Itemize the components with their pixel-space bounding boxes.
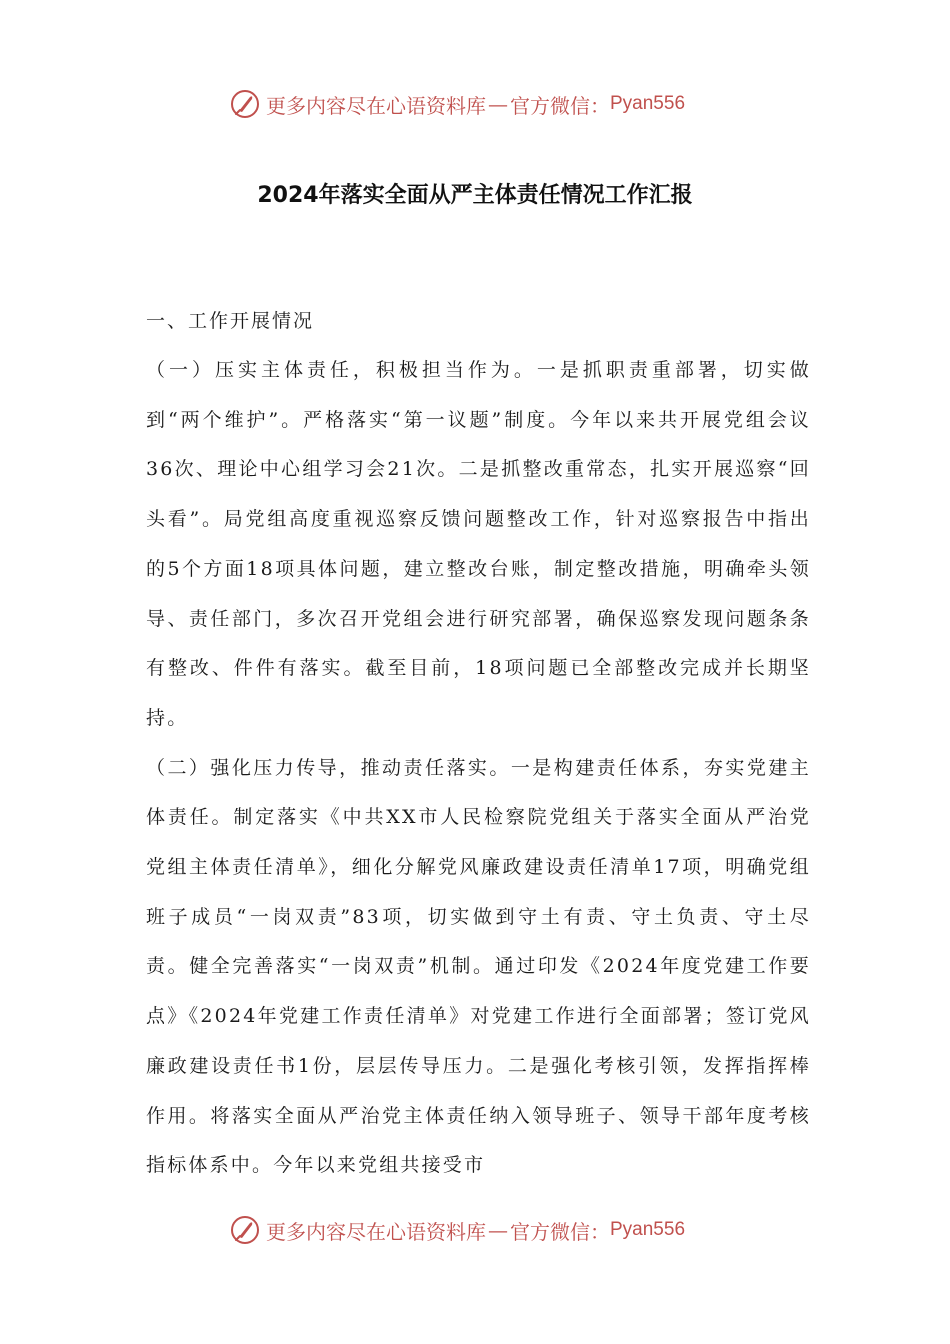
watermark-brand: 更多内容尽在心语资料库: [266, 1219, 486, 1244]
watermark-separator: —: [488, 92, 508, 116]
watermark-id: Pyan556: [610, 1219, 686, 1240]
watermark-separator: —: [488, 1218, 508, 1242]
watermark-brand: 更多内容尽在心语资料库: [266, 93, 486, 118]
header-watermark: [230, 86, 750, 122]
quill-pen-icon: [230, 89, 260, 119]
watermark-label: 官方微信：: [510, 93, 610, 118]
document-title: 2024年落实全面从严主体责任情况工作汇报: [257, 183, 693, 208]
watermark-id: Pyan556: [610, 93, 686, 114]
paragraph-2: （二）强化压力传导，推动责任落实。一是构建责任体系，夯实党建主体责任。制定落实《中共XX市人民检察院党组关于落实全面从严治党党组主体责任清单》，细化分解党风廉政建设责任清单17项，明确党组班子成员“一岗双责”83项，切实做到守土有责、守土负责、守土尽责。健全完善落实“一岗双责”机制。通过印发《2024年度党建工作要点》《2024年党建工作责任清单》对党建工作进行全面部署；签订党风廉政建设责任书1份，层层传导压力。二是强化考核引领，发挥指挥棒作用。将落实全面从严治党主体责任纳入领导班子、领导干部年度考核指标体系中。今年以来党组共接受市: [146, 756, 811, 1177]
paragraph-1: （一）压实主体责任，积极担当作为。一是抓职责重部署，切实做到“两个维护”。严格落实“第一议题”制度。今年以来共开展党组会议36次、理论中心组学习会21次。二是抓整改重常态，扎实开展巡察“回头看”。局党组高度重视巡察反馈问题整改工作，针对巡察报告中指出的5个方面18项具体问题，建立整改台账，制定整改措施，明确牵头领导、责任部门，多次召开党组会进行研究部署，确保巡察发现问题条条有整改、件件有落实。截至目前，18项问题已全部整改完成并长期坚持。: [146, 359, 811, 729]
quill-pen-icon: [230, 1215, 260, 1245]
section-heading: 一、工作开展情况: [146, 310, 315, 332]
watermark-label: 官方微信：: [510, 1219, 610, 1244]
document-body: [146, 296, 811, 1191]
footer-watermark: [230, 1212, 750, 1248]
